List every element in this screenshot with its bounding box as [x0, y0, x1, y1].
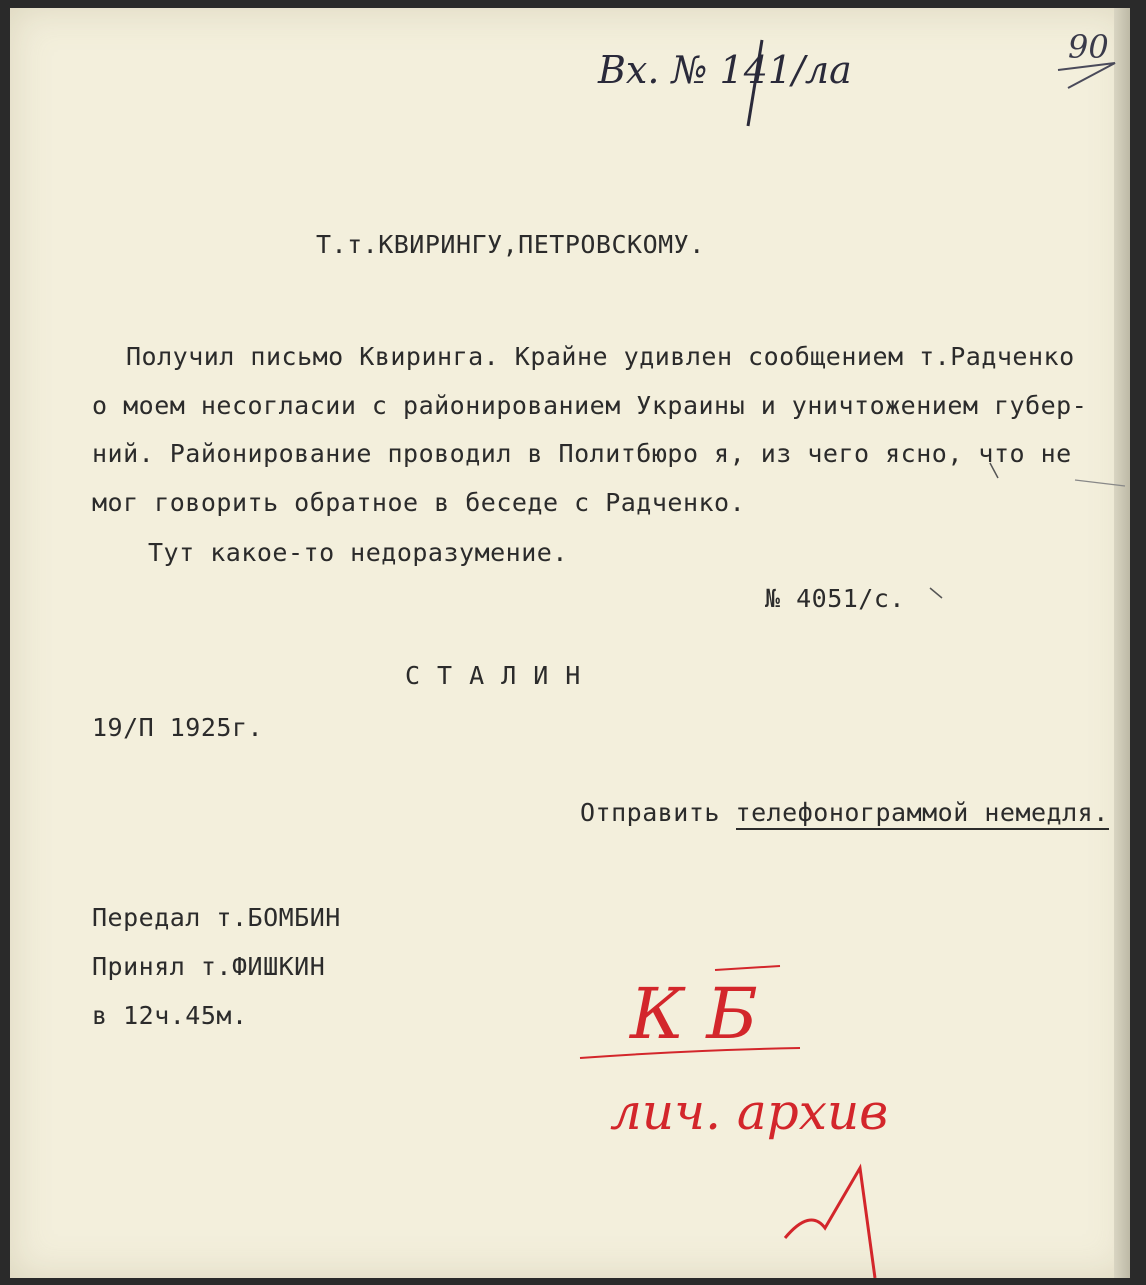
- body-line-3: ний. Районирование проводил в Политбюро я, из чего ясно, что не: [92, 439, 1072, 468]
- addressee: Т.т.КВИРИНГУ,ПЕТРОВСКОМУ.: [316, 230, 705, 259]
- send-instruction-underlined: телефонограммой немедля.: [736, 798, 1109, 830]
- send-instruction: [580, 798, 1109, 827]
- send-instruction-prefix: Отправить: [580, 798, 736, 827]
- document-date: 19/П 1925г.: [92, 713, 264, 742]
- transmitted-by: Передал т.БОМБИН: [92, 903, 341, 932]
- red-annotation-initials: К Б: [630, 973, 758, 1055]
- received-by: Принял т.ФИШКИН: [92, 952, 326, 981]
- pencil-tick: [930, 588, 942, 598]
- red-signature-stroke: [785, 1168, 875, 1278]
- page-edge: [1114, 8, 1130, 1278]
- document-number: № 4051/с.: [765, 584, 905, 613]
- page-number-mark: [1058, 63, 1115, 88]
- document-page: [10, 8, 1130, 1278]
- body-line-5: Тут какое-то недоразумение.: [148, 538, 568, 567]
- body-line-4: мог говорить обратное в беседе с Радченко.: [92, 488, 746, 517]
- body-line-2: о моем несогласии с районированием Украины и уничтожением губер-: [92, 391, 1088, 420]
- handwritten-reference: Вх. № 141/ла: [598, 48, 852, 92]
- red-overline: [715, 966, 780, 970]
- pen-marks: [10, 8, 1130, 1278]
- transmission-time: в 12ч.45м.: [92, 1001, 248, 1030]
- body-line-1: Получил письмо Квиринга. Крайне удивлен сообщением т.Радченко: [126, 342, 1075, 371]
- page-number: 90: [1068, 28, 1109, 66]
- red-annotation-archive: лич. архив: [610, 1083, 889, 1141]
- signature: СТАЛИН: [405, 661, 598, 690]
